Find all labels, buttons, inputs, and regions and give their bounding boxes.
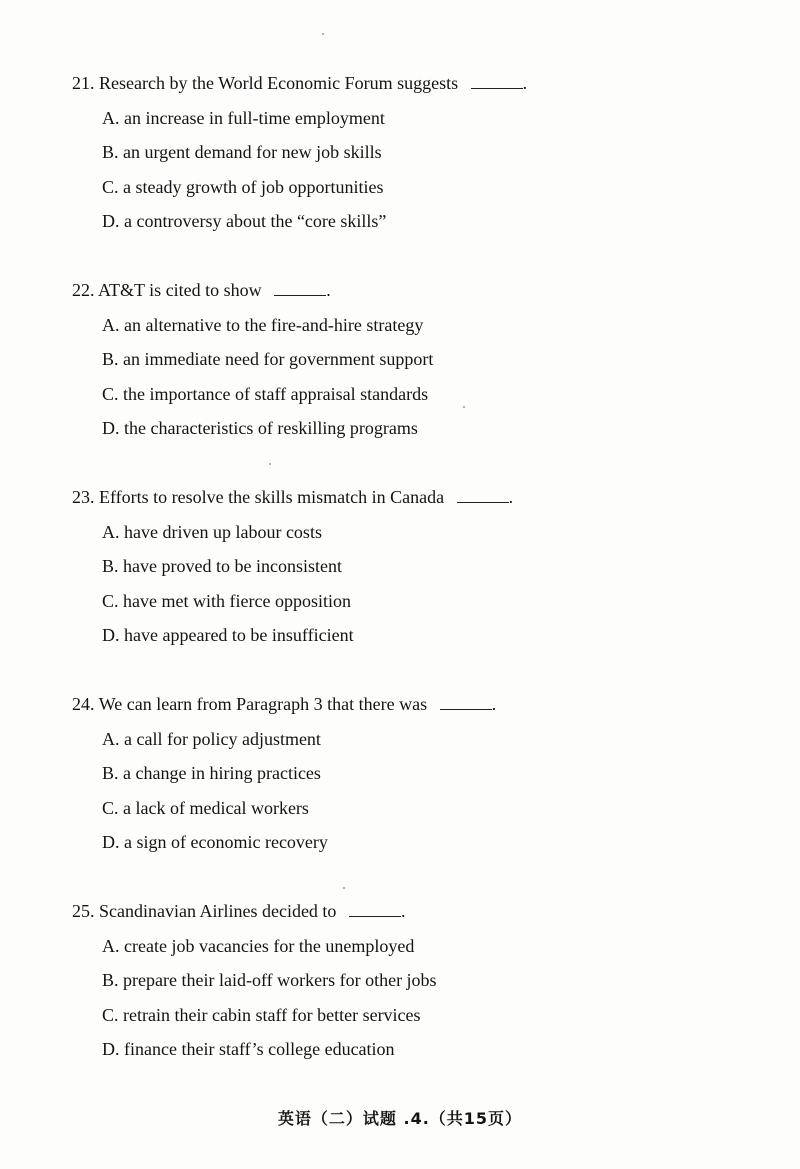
option-text: create job vacancies for the unemployed [124, 935, 415, 956]
options-list [102, 521, 752, 647]
option-letter: A. [102, 728, 120, 749]
option-text: have proved to be inconsistent [123, 556, 342, 577]
option-text: an immediate need for government support [123, 349, 434, 370]
option-b [102, 348, 752, 370]
question-end-punct: . [491, 694, 497, 714]
question-end-punct: . [326, 280, 331, 300]
scan-speck [343, 887, 345, 889]
option-text: have driven up labour costs [124, 521, 322, 542]
scan-speck [269, 463, 271, 465]
option-letter: B. [102, 142, 119, 163]
option-d [102, 417, 752, 439]
option-b [102, 141, 752, 163]
option-c [102, 383, 752, 405]
option-letter: D. [102, 832, 120, 853]
options-list [102, 314, 752, 440]
option-letter: B. [102, 349, 119, 370]
option-text: retrain their cabin staff for better services [123, 1004, 421, 1025]
option-letter: D. [102, 418, 120, 439]
option-a [102, 728, 752, 750]
question-text: AT&T is cited to show [98, 280, 262, 300]
scan-speck [322, 33, 324, 35]
options-list [102, 107, 752, 233]
question-text: We can learn from Paragraph 3 that there was [98, 694, 428, 714]
answer-blank [440, 694, 492, 710]
option-c [102, 176, 752, 198]
option-letter: A. [102, 107, 120, 128]
question-end-punct: . [508, 487, 514, 507]
question-end-punct: . [522, 73, 528, 93]
question-text: Research by the World Economic Forum suggests [99, 73, 459, 93]
option-a [102, 314, 752, 336]
question-stem [72, 72, 752, 94]
option-letter: B. [102, 763, 119, 784]
option-text: a call for policy adjustment [124, 728, 321, 749]
option-text: an increase in full-time employment [124, 107, 385, 128]
answer-blank [274, 280, 326, 296]
question-stem [72, 693, 752, 715]
option-letter: B. [102, 556, 119, 577]
option-letter: D. [102, 625, 120, 646]
question-21 [72, 72, 752, 232]
question-23 [72, 486, 752, 646]
option-d [102, 624, 752, 646]
option-text: prepare their laid-off workers for other jobs [123, 970, 437, 991]
question-end-punct: . [400, 901, 406, 921]
option-letter: D. [102, 211, 120, 232]
page-footer: 英语（二）试题 .4.（共15页） [277, 1109, 523, 1128]
options-list [102, 935, 752, 1061]
option-a [102, 107, 752, 129]
question-22 [72, 279, 752, 439]
question-number: 24. [72, 694, 95, 714]
option-text: finance their staff’s college education [124, 1039, 395, 1060]
option-letter: B. [102, 970, 119, 991]
option-letter: C. [102, 176, 119, 197]
option-text: a change in hiring practices [123, 763, 321, 784]
option-a [102, 935, 752, 957]
question-stem [72, 486, 752, 508]
option-text: have appeared to be insufficient [124, 625, 354, 646]
option-text: a steady growth of job opportunities [123, 176, 384, 197]
option-letter: C. [102, 797, 119, 818]
question-text: Scandinavian Airlines decided to [99, 901, 337, 921]
option-text: have met with fierce opposition [123, 590, 351, 611]
question-number: 22. [72, 280, 95, 300]
option-letter: A. [102, 314, 120, 335]
option-text: the importance of staff appraisal standards [123, 383, 429, 404]
question-number: 23. [72, 487, 95, 507]
option-text: an alternative to the fire-and-hire strategy [124, 314, 424, 335]
option-letter: A. [102, 521, 120, 542]
option-b [102, 969, 752, 991]
option-text: the characteristics of reskilling programs [124, 418, 418, 439]
question-24 [72, 693, 752, 853]
option-c [102, 797, 752, 819]
option-text: an urgent demand for new job skills [123, 142, 382, 163]
question-25 [72, 900, 752, 1060]
option-c [102, 1004, 752, 1026]
option-letter: C. [102, 590, 119, 611]
option-text: a controversy about the “core skills” [124, 211, 387, 232]
option-b [102, 762, 752, 784]
option-d [102, 831, 752, 853]
question-number: 21. [72, 73, 95, 93]
option-d [102, 1038, 752, 1060]
option-a [102, 521, 752, 543]
option-letter: C. [102, 1004, 119, 1025]
question-number: 25. [72, 901, 95, 921]
option-text: a sign of economic recovery [124, 832, 328, 853]
option-c [102, 590, 752, 612]
answer-blank [457, 487, 509, 503]
question-stem [72, 279, 752, 301]
options-list [102, 728, 752, 854]
question-stem [72, 900, 752, 922]
question-text: Efforts to resolve the skills mismatch in Canada [99, 487, 445, 507]
option-b [102, 555, 752, 577]
answer-blank [471, 73, 523, 89]
option-d [102, 210, 752, 232]
option-letter: C. [102, 383, 119, 404]
answer-blank [349, 901, 401, 917]
option-text: a lack of medical workers [123, 797, 309, 818]
scan-speck [463, 406, 465, 408]
option-letter: A. [102, 935, 120, 956]
option-letter: D. [102, 1039, 120, 1060]
